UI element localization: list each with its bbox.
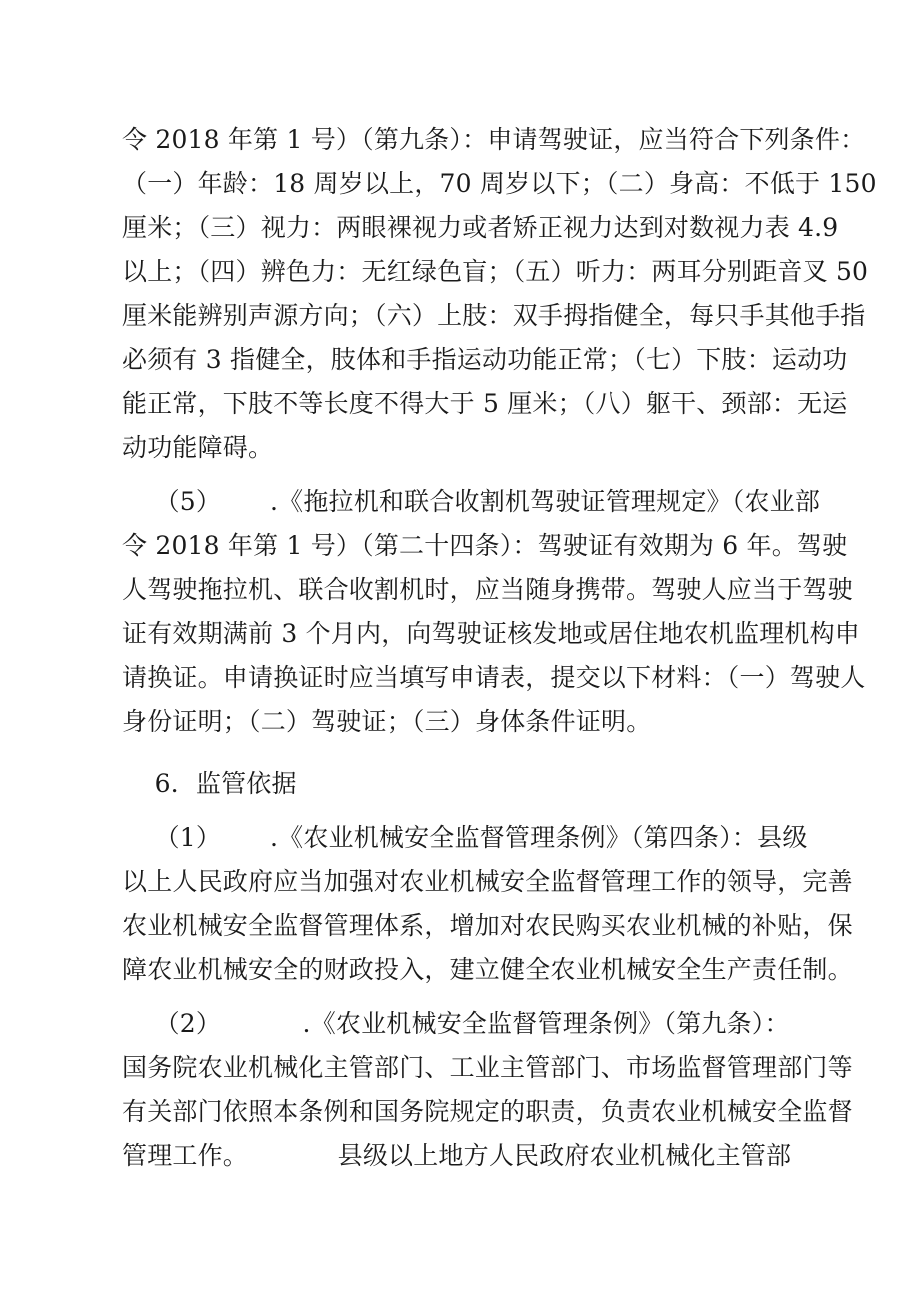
text-line: （一）年龄：18 周岁以上，70 周岁以下；（二）身高：不低于 150	[122, 169, 877, 198]
section-heading: 6．监管依据	[122, 769, 297, 798]
text-line: 厘米；（三）视力：两眼裸视力或者矫正视力达到对数视力表 4.9	[122, 213, 839, 242]
text-line: 令 2018 年第 1 号）（第二十四条）：驾驶证有效期为 6 年。驾驶	[122, 531, 848, 560]
text-line: 以上；（四）辨色力：无红绿色盲；（五）听力：两耳分别距音叉 50	[122, 257, 869, 286]
text-line: 请换证。申请换证时应当填写申请表，提交以下材料：（一）驾驶人	[122, 663, 866, 692]
paragraph-start-1: （1） .《农业机械安全监督管理条例》（第四条）：县级	[122, 823, 808, 852]
text-line: 人驾驶拖拉机、联合收割机时，应当随身携带。驾驶人应当于驾驶	[122, 575, 853, 604]
text-line: 身份证明；（二）驾驶证；（三）身体条件证明。	[122, 707, 652, 736]
text-line: 有关部门依照本条例和国务院规定的职责，负责农业机械安全监督	[122, 1097, 853, 1126]
text-line: 农业机械安全监督管理体系，增加对农民购买农业机械的补贴，保	[122, 911, 853, 940]
text-line: 证有效期满前 3 个月内，向驾驶证核发地或居住地农机监理机构申	[122, 619, 861, 648]
text-line: 令 2018 年第 1 号）（第九条）：申请驾驶证，应当符合下列条件：	[122, 125, 866, 154]
paragraph-start-2: （2） .《农业机械安全监督管理条例》（第九条）：	[122, 1009, 790, 1038]
text-line: 管理工作。 县级以上地方人民政府农业机械化主管部	[122, 1141, 792, 1170]
text-line: 能正常，下肢不等长度不得大于 5 厘米；（八）躯干、颈部：无运	[122, 389, 848, 418]
paragraph-start-5: （5） .《拖拉机和联合收割机驾驶证管理规定》（农业部	[122, 487, 821, 516]
text-line: 障农业机械安全的财政投入，建立健全农业机械安全生产责任制。	[122, 955, 853, 984]
text-line: 国务院农业机械化主管部门、工业主管部门、市场监督管理部门等	[122, 1053, 853, 1082]
text-line: 以上人民政府应当加强对农业机械安全监督管理工作的领导，完善	[122, 867, 853, 896]
text-line: 动功能障碍。	[122, 433, 274, 462]
text-line: 必须有 3 指健全，肢体和手指运动功能正常；（七）下肢：运动功	[122, 345, 848, 374]
text-line: 厘米能辨别声源方向；（六）上肢：双手拇指健全，每只手其他手指	[122, 301, 866, 330]
